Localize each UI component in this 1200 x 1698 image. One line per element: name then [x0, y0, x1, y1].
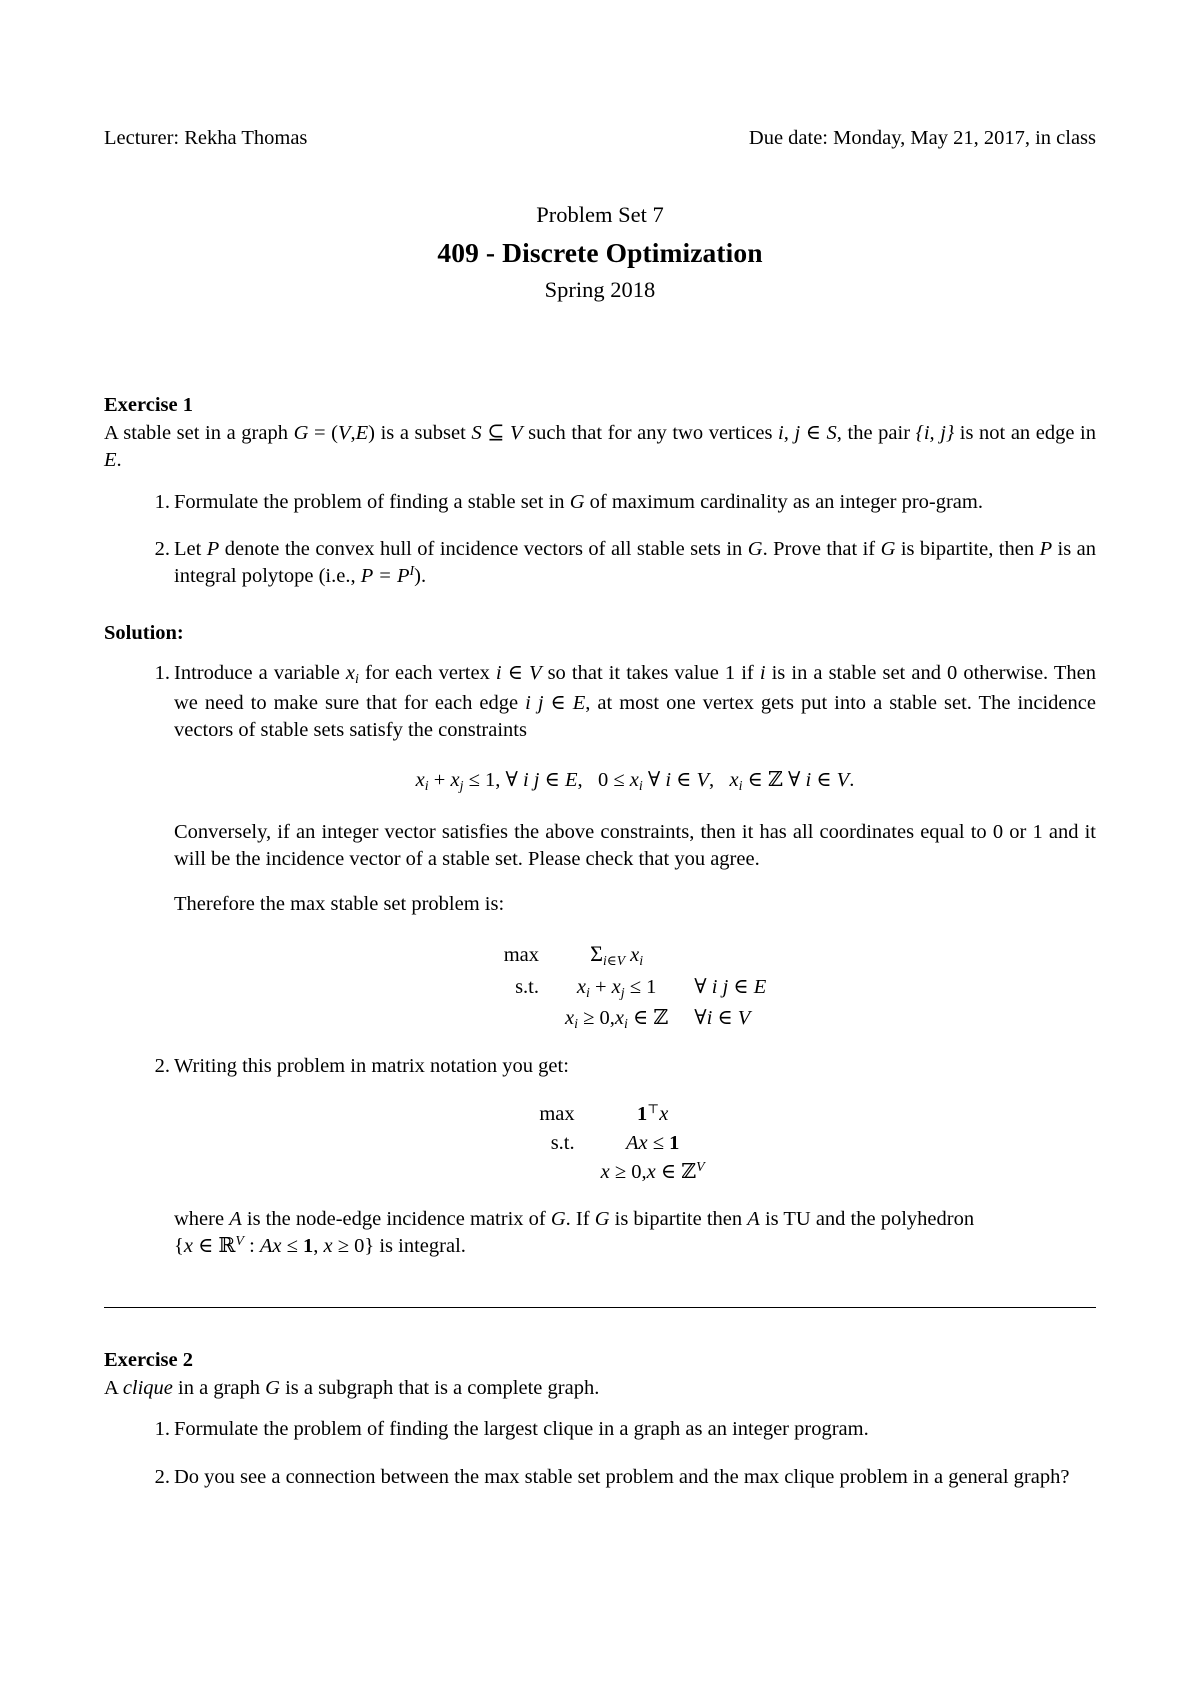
solution-item-1-paragraph-2: Conversely, if an integer vector satisfies the above constraints, then it has all coordinates equal to 0 or 1 and it will be the incidence vector of a stable set. Please check that you agree. [174, 820, 1096, 870]
sol2-closing-set: {x ∈ ℝ$^V$ : Ax ≤ 1, x ≥ 0} is integral. [174, 1234, 466, 1258]
exercise-1-heading: Exercise 1 [104, 393, 193, 416]
ex1-item1-text-a: Formulate the problem of finding a stable set in [174, 490, 570, 513]
stable-set-constraints-equation: $x_i + x_j \le 1$, ∀ i j ∈ E, $0 \le x_i$ ∀ i ∈ V, $x_i$ ∈ ℤ ∀ i ∈ V. [415, 769, 855, 795]
sol2-math-G2: G [594, 1207, 610, 1230]
ex1-item2-math-PeqPI: P = P [360, 565, 410, 588]
max-stable-set-program-table [504, 938, 767, 1035]
ex1-item2-text-d: is bipartite, then [895, 537, 1040, 560]
ex1-intro-eq: = ( [308, 422, 338, 445]
exercise-2-heading: Exercise 2 [104, 1348, 193, 1371]
sol2-closing-a: where [174, 1207, 230, 1230]
sol1-math-i2: i [759, 662, 766, 685]
ex1-intro-text-b: ) is a subset [368, 422, 472, 445]
ex1-math-G: G [293, 422, 309, 445]
ex1-math-S2: S [826, 422, 837, 445]
ex1-item2-text-a: Let [174, 537, 207, 560]
matrix-row-objective [539, 1100, 730, 1129]
ex1-math-j: j [794, 422, 801, 445]
sol1-text-d: is in a stable set and 0 otherwise. Then we need to make sure that for each edge [174, 662, 1097, 714]
ex1-item2-math-G2: G [880, 537, 896, 560]
solution-item-2-closing [174, 1206, 1096, 1261]
ex2-intro-c: is a subgraph that is a complete graph. [279, 1377, 600, 1400]
exercise-1-list [104, 489, 1096, 591]
matrix-constraint-2-label [539, 1158, 600, 1187]
matrix-constraint-1-expression: Ax ≤ 1 [625, 1132, 680, 1155]
sol2-math-G: G [550, 1207, 566, 1230]
constraint-2-expression: $x_i \ge 0,x_i$ ∈ ℤ [565, 1006, 669, 1032]
sol1-math-inV: ∈ V [501, 662, 542, 685]
program-row-constraint-1 [504, 973, 767, 1004]
due-date-label: Due date: Monday, May 21, 2017, in class [748, 127, 1096, 149]
sol2-closing-d: is bipartite then [609, 1207, 748, 1230]
max-stable-set-program [174, 938, 1096, 1035]
sol1-var-x: x [345, 662, 356, 685]
ex1-item2-superscript-I: I [409, 564, 415, 580]
ex2-intro-a: A [104, 1377, 123, 1400]
sol1-math-ij: i j [525, 691, 544, 714]
ex1-item1-math-G: G [569, 490, 585, 513]
ex1-math-E-final: E [104, 449, 117, 472]
matrix-form-program-table [539, 1100, 730, 1187]
ex1-math-set-ij: {i, j} [915, 422, 955, 445]
program-row-constraint-2 [504, 1004, 767, 1035]
program-row-objective [504, 938, 767, 972]
sol1-text-b: for each vertex [358, 662, 496, 685]
ex1-item2-text-c: . Prove that if [762, 537, 881, 560]
term-label: Spring 2018 [544, 277, 656, 303]
ex1-subseteq-symbol: ⊆ [481, 422, 511, 445]
sol1-math-i: i [495, 662, 502, 685]
ex1-in-symbol: ∈ [800, 422, 827, 445]
ex1-intro-text-e: is not an edge in [954, 422, 1096, 445]
solution-heading: Solution: [104, 621, 184, 644]
ex1-intro-comma: , [350, 422, 356, 445]
matrix-subject-to-label: s.t. [550, 1132, 575, 1155]
ex1-math-V: V [337, 422, 351, 445]
exercise-1-item-2 [132, 536, 1096, 591]
matrix-constraint-2-expression: x ≥ 0,x ∈ ℤ$^V$ [600, 1160, 705, 1184]
ex1-item2-text-b: denote the convex hull of incidence vectors of all stable sets in [219, 537, 748, 560]
ex2-math-G: G [265, 1377, 280, 1400]
constraint-1-expression: $x_i + x_j \le 1$ [576, 975, 657, 1001]
matrix-objective-expression: 1⊤x [636, 1102, 669, 1126]
objective-label: max [503, 944, 540, 967]
ex1-math-S: S [471, 422, 482, 445]
sol1-text-a: Introduce a variable [174, 662, 346, 685]
constraint-2-condition: ∀i ∈ V [694, 1006, 751, 1029]
ex1-intro-text-d: , the pair [836, 422, 916, 445]
ex1-intro-text-a: A stable set in a graph [104, 422, 294, 445]
exercise-2-list [104, 1416, 1096, 1491]
objective-condition [694, 938, 766, 972]
sol2-closing-b: is the node-edge incidence matrix of [241, 1207, 551, 1230]
sol2-intro-text: Writing this problem in matrix notation you get: [174, 1055, 569, 1078]
exercise-1-intro [104, 420, 1096, 475]
ex2-clique-term: clique [122, 1377, 173, 1400]
ex1-item2-text-f: ). [414, 565, 427, 588]
sol2-closing-e: is TU and the polyhedron [759, 1207, 975, 1230]
sol2-math-A2: A [747, 1207, 760, 1230]
ex1-math-V2: V [510, 422, 523, 445]
sol2-closing-c: . If [565, 1207, 595, 1230]
lecturer-label: Lecturer: Rekha Thomas [104, 127, 308, 149]
sol2-math-A: A [229, 1207, 242, 1230]
course-title: 409 - Discrete Optimization [437, 236, 763, 268]
solution-item-1-paragraph-3: Therefore the max stable set problem is: [174, 893, 505, 916]
exercise-1-item-1 [132, 489, 1096, 516]
matrix-objective-label: max [539, 1103, 575, 1126]
solution-list [104, 660, 1096, 1260]
matrix-row-constraint-1 [539, 1129, 730, 1158]
ex2-intro-b: in a graph [172, 1377, 266, 1400]
exercise-2-item-1: Formulate the problem of finding the largest clique in a graph as an integer program. [174, 1418, 869, 1441]
ex1-intro-text-c: such that for any two vertices [522, 422, 779, 445]
ex1-item2-math-G: G [747, 537, 763, 560]
page-header [104, 128, 1096, 149]
sol1-var-x-subscript: i [355, 672, 359, 688]
ex1-item2-math-P: P [206, 537, 220, 560]
solution-item-1 [132, 660, 1096, 1035]
sol1-text-e: , at most one vertex gets put into a stable set. The incidence vectors of stable sets satisfy the constraints [174, 691, 1096, 741]
subject-to-label: s.t. [515, 975, 540, 998]
ex1-item2-text-e: is an integral polytope (i.e., [174, 537, 1097, 588]
ex1-ij-comma: , [783, 422, 795, 445]
matrix-row-constraint-2 [539, 1158, 730, 1187]
title-block [104, 201, 1096, 305]
objective-expression: Σi∈V $x_i$ [590, 941, 644, 970]
matrix-form-program [174, 1100, 1096, 1187]
exercise-2-intro [104, 1375, 1096, 1402]
problem-set-title: Problem Set 7 [536, 201, 664, 227]
sol1-text-c: so that it takes value 1 if [541, 662, 760, 685]
ex1-item1-text-b: of maximum cardinality as an integer pro-gram. [584, 490, 983, 513]
ex1-math-E: E [355, 422, 369, 445]
ex1-intro-period: . [116, 449, 122, 472]
solution-item-2 [132, 1053, 1096, 1260]
constraint-1-condition: ∀ i j ∈ E [694, 975, 767, 998]
constraint-2-label [504, 1004, 565, 1035]
exercise-2-item-2: Do you see a connection between the max stable set problem and the max clique problem in a general graph? [174, 1465, 1070, 1488]
ex1-item2-math-P2: P [1039, 537, 1053, 560]
sol1-math-inE: ∈ E [543, 691, 586, 714]
ex1-math-i: i [778, 422, 784, 445]
